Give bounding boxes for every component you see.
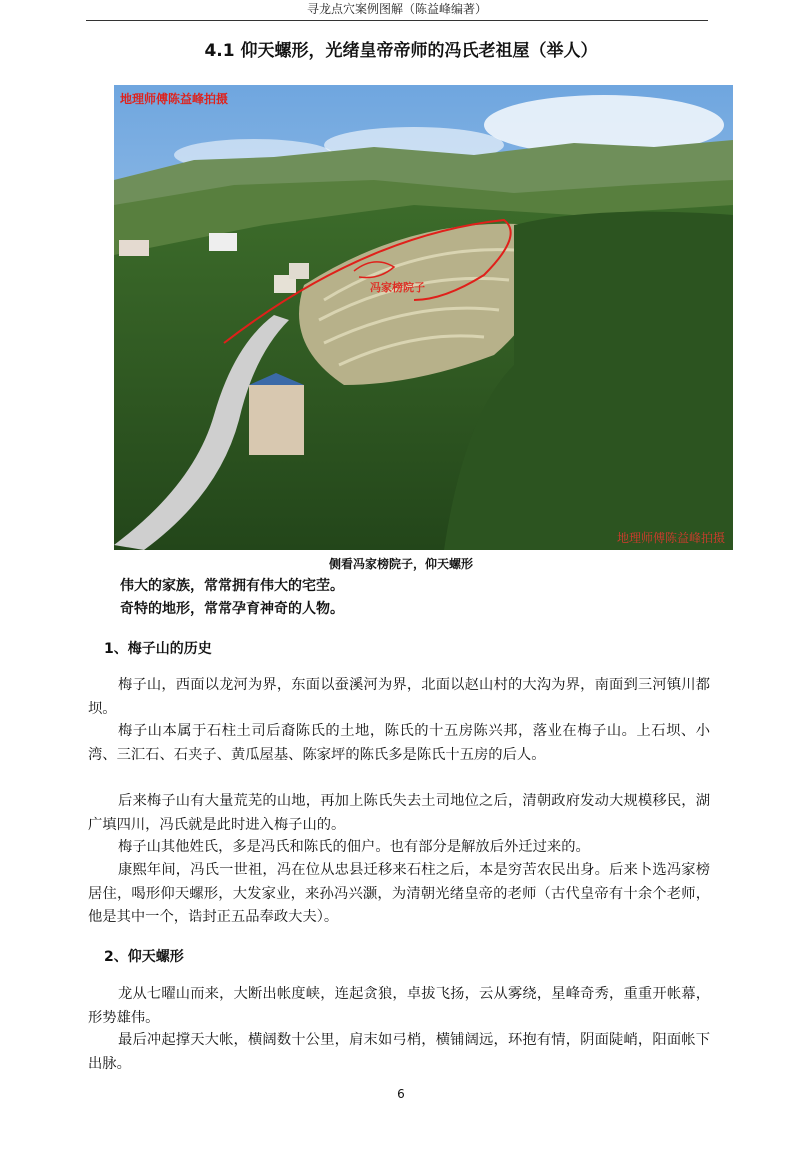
- paragraph: 后来梅子山有大量荒芜的山地，再加上陈氏失去土司地位之后，清朝政府发动大规模移民，湖广填四川，冯氏就是此时进入梅子山的。: [88, 793, 710, 833]
- quote-line: 奇特的地形，常常孕育神奇的人物。: [120, 601, 344, 617]
- section-heading: 2、仰天螺形: [104, 949, 184, 965]
- paragraph: 龙从七曜山而来，大断出帐度峡，连起贪狼，卓拔飞扬，云从雾绕，星峰奇秀，重重开帐幕，形势雄伟。: [88, 986, 710, 1026]
- aerial-photo: [114, 85, 733, 550]
- photo-caption: 侧看冯家榜院子，仰天螺形: [328, 557, 473, 571]
- landscape-illustration: [114, 85, 733, 550]
- paragraph: 梅子山其他姓氏，多是冯氏和陈氏的佃户。也有部分是解放后外迁过来的。: [118, 839, 590, 855]
- paragraph: 康熙年间，冯氏一世祖，冯在位从忠县迁移来石柱之后，本是穷苦农民出身。后来卜选冯家榜居住，喝形仰天螺形，大发家业，来孙冯兴灏，为清朝光绪皇帝的老师（古代皇帝有十余个老师，他是其中一个，诰封正五品奉政大夫）。: [88, 862, 710, 925]
- place-label: 冯家榜院子: [370, 281, 425, 294]
- page-title: 4.1 仰天螺形，光绪皇帝帝师的冯氏老祖屋（举人）: [204, 41, 598, 61]
- paragraph: 梅子山，西面以龙河为界，东面以蚕溪河为界，北面以赵山村的大沟为界，南面到三河镇川都坝。: [88, 677, 710, 717]
- watermark-top: 地理师傅陈益峰拍摄: [120, 92, 229, 106]
- quote-line: 伟大的家族，常常拥有伟大的宅茔。: [120, 578, 344, 594]
- watermark-bottom: 地理师傅陈益峰拍摄: [616, 531, 725, 545]
- page-number: 6: [397, 1087, 405, 1101]
- paragraph: 最后冲起撑天大帐，横阔数十公里，肩末如弓梢，横铺阔远，环抱有情，阴面陡峭，阳面帐下出脉。: [88, 1032, 710, 1072]
- section-heading: 1、梅子山的历史: [104, 641, 212, 657]
- running-header: 寻龙点穴案例图解（陈益峰编著）: [86, 0, 708, 21]
- paragraph: 梅子山本属于石柱土司后裔陈氏的土地，陈氏的十五房陈兴邦，落业在梅子山。上石坝、小湾、三汇石、石夹子、黄瓜屋基、陈家坪的陈氏多是陈氏十五房的后人。: [88, 723, 710, 763]
